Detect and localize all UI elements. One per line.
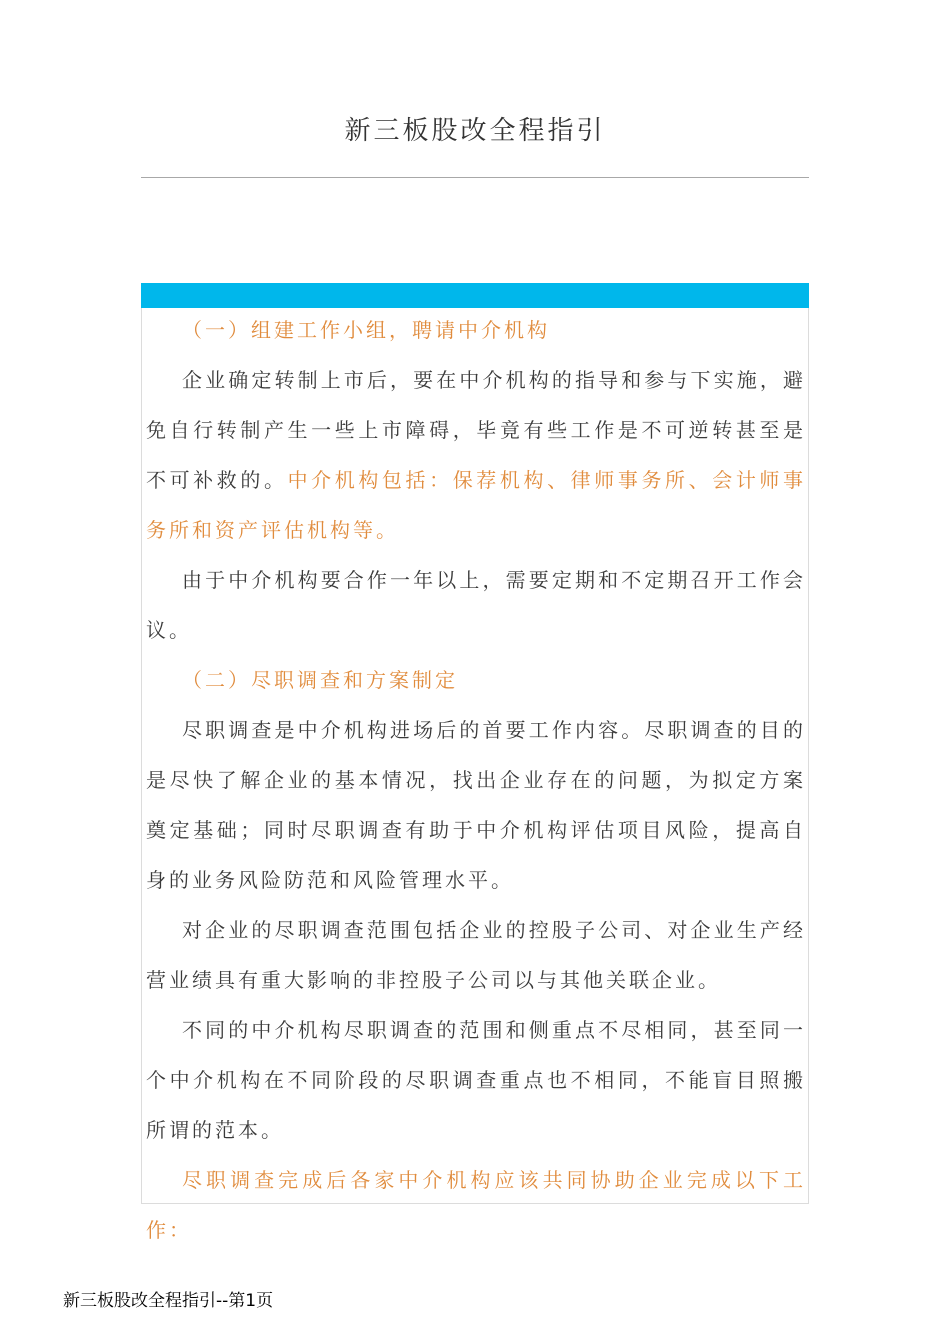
paragraph-5: 不同的中介机构尽职调查的范围和侧重点不尽相同，甚至同一个中介机构在不同阶段的尽职调查重点也不相同，不能盲目照搬所谓的范本。 [146, 1018, 806, 1142]
paragraph-4: 对企业的尽职调查范围包括企业的控股子公司、对企业生产经营业绩具有重大影响的非控股子公司以与其他关联企业。 [146, 918, 806, 992]
paragraph-3: 尽职调查是中介机构进场后的首要工作内容。尽职调查的目的是尽快了解企业的基本情况，找出企业存在的问题，为拟定方案奠定基础；同时尽职调查有助于中介机构评估项目风险，提高自身的业务风险防范和风险管理水平。 [146, 718, 806, 892]
section-heading-1: （一）组建工作小组，聘请中介机构 [182, 318, 550, 342]
paragraph-6-highlight: 尽职调查完成后各家中介机构应该共同协助企业完成以下工作： [146, 1168, 806, 1242]
page-footer: 新三板股改全程指引--第1页 [63, 1291, 274, 1311]
document-body [146, 305, 806, 1255]
page-title: 新三板股改全程指引 [344, 116, 606, 146]
title-divider [141, 177, 809, 178]
paragraph-1-highlight: 中介机构包括：保荐机构、律师事务所、会计师事务所和资产评估机构等。 [146, 468, 807, 542]
paragraph-2: 由于中介机构要合作一年以上，需要定期和不定期召开工作会议。 [146, 568, 806, 642]
paragraph-1 [146, 355, 806, 555]
paragraph-1-text: 企业确定转制上市后，要在中介机构的指导和参与下实施，避免自行转制产生一些上市障碍，毕竟有些工作是不可逆转甚至是不可补救的。 [146, 368, 806, 492]
section-heading-2: （二）尽职调查和方案制定 [182, 668, 458, 692]
